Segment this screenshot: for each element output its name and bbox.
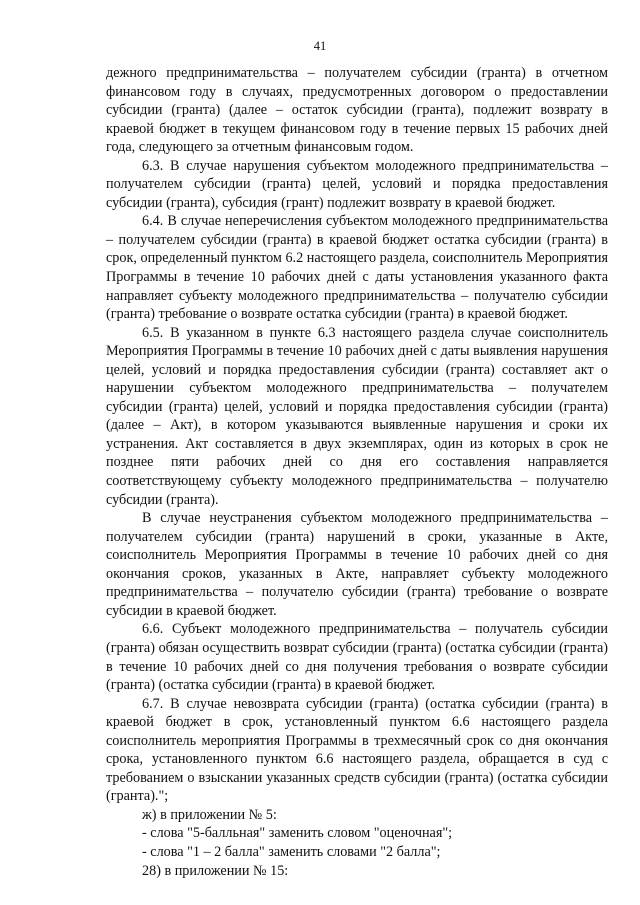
paragraph-6-6: 6.6. Субъект молодежного предпринимательства – получатель субсидии (гранта) обязан осуществить возврат субсидии (гранта) (остатка субсидии (гранта) в течение 10 рабочих дней со дня получения требования о возврате субсидии (гранта) (остатка субсидии (гранта) в краевой бюджет. (106, 621, 608, 694)
paragraph-6-7: 6.7. В случае невозврата субсидии (гранта) (остатка субсидии (гранта) в краевой бюджет в срок, установленный пунктом 6.6 настоящего раздела соисполнитель мероприятия Программы в трехмесячный срок со дня окончания срока, установленного пунктом 6.6 настоящего раздела, обращается в суд с требованием о взыскании указанных средств субсидии (гранта) (остатка субсидии (гранта)."; (106, 695, 608, 805)
amendment-appendix-5: ж) в приложении № 5: (142, 806, 277, 823)
amendment-line-1: - слова "5-балльная" заменить словом "оценочная"; (142, 825, 453, 842)
amendment-line-2: - слова "1 – 2 балла" заменить словами "2 балла"; (142, 843, 441, 860)
paragraph-6-4: 6.4. В случае неперечисления субъектом молодежного предпринимательства – получателем субсидии (гранта) в краевой бюджет остатка субсидии (гранта) в срок, определенный пунктом 6.2 настоящего раздела, соисполнитель Мероприятия Программы в течение 10 рабочих дней с даты установления указанного факта направляет субъекту молодежного предпринимательства – получателю субсидии (гранта) требование о возврате остатка субсидии (гранта) в краевой бюджет. (106, 213, 609, 323)
paragraph-6-3: 6.3. В случае нарушения субъектом молодежного предпринимательства – получателем субсидии (гранта) целей, условий и порядка предоставления субсидии (гранта), субсидия (грант) подлежит возврату в краевой бюджет. (106, 157, 608, 211)
paragraph-continuation: дежного предпринимательства – получателем субсидии (гранта) в отчетном финансовом году в случаях, предусмотренных договором о предоставлении субсидии (гранта) (далее – остаток субсидии (гранта), подлежит возврату в краевой бюджет в текущем финансовом году в течение первых 15 рабочих дней года, следующего за отчетным финансовым годом. (106, 65, 608, 156)
page-number: 41 (313, 39, 327, 53)
document-body (106, 64, 608, 880)
paragraph-6-5-non-elimination: В случае неустранения субъектом молодежного предпринимательства – получателем субсидии (гранта) нарушений в сроки, указанные в Акте, соисполнитель Мероприятия Программы в течение 10 рабочих дней со дня окончания сроков, указанных в Акте, направляет субъекту молодежного предпринимательства – получателю субсидии (гранта) требование о возврате субсидии в краевой бюджет. (106, 510, 608, 619)
paragraph-6-5: 6.5. В указанном в пункте 6.3 настоящего раздела случае соисполнитель Мероприятия Программы в течение 10 рабочих дней с даты выявления нарушения целей, условий и порядка предоставления субсидии (гранта) составляет акт о нарушении субъектом молодежного предпринимательства – получателем субсидии (гранта) целей, условий и порядка предоставления субсидии (гранта) (далее – Акт), в котором указываются выявленные нарушения и сроки их устранения. Акт составляется в двух экземплярах, один из которых в срок не позднее пяти рабочих дней со дня его составления направляется соответствующему субъекту молодежного предпринимательства – получателю субсидии (гранта). (106, 324, 608, 508)
amendment-appendix-15: 28) в приложении № 15: (142, 862, 289, 879)
